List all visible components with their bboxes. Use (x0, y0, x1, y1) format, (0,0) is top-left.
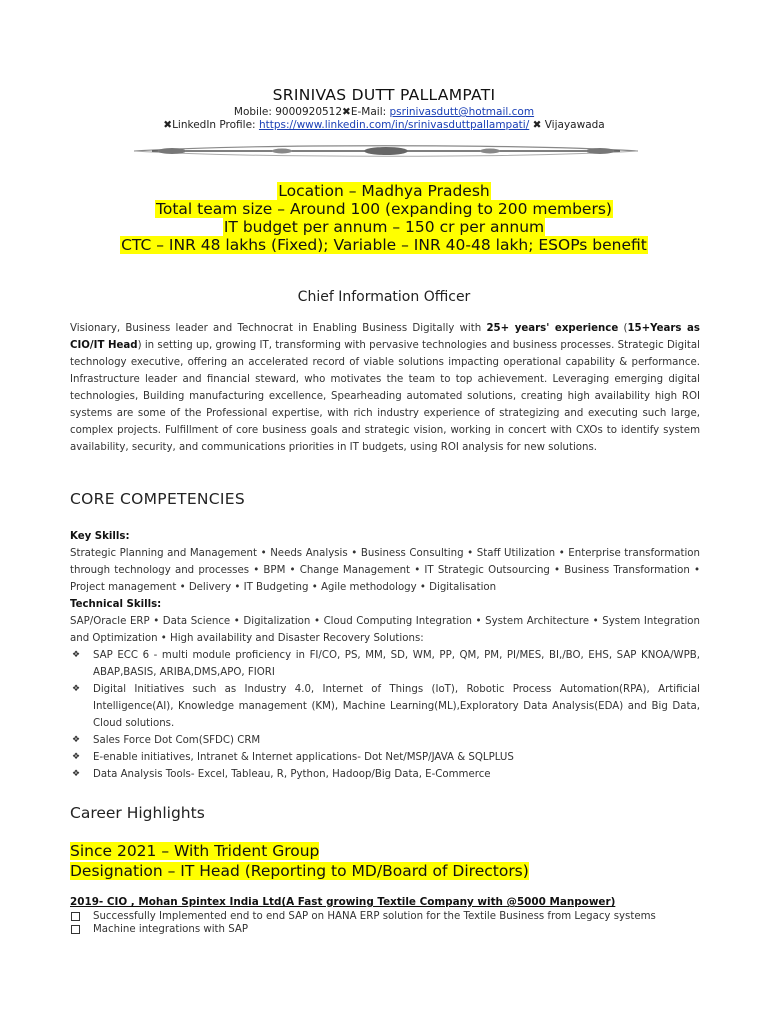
key-skills-text: Strategic Planning and Management • Needs Analysis • Business Consulting • Staff Utilization • Enterprise transformation through technology and processes • BPM • Change Management • IT Strategic Outsourcing • Business Transformation • Project management • Delivery • IT Budgeting • Agile methodology • Digitalisation (70, 548, 700, 593)
city: Vijayawada (544, 119, 605, 131)
mobile-number: 9000920512 (275, 106, 343, 118)
email-label: E-Mail: (350, 106, 390, 118)
role-title: Chief Information Officer (297, 289, 471, 305)
current-role-highlight (70, 841, 529, 881)
key-skills-label: Key Skills: (70, 531, 130, 542)
summary-emphasis: 25+ years' experience (486, 323, 619, 334)
list-item: ❖ E-enable initiatives, Intranet & Internet applications- Dot Net/MSP/JAVA & SQLPLUS (70, 749, 700, 766)
linkedin-link[interactable]: https://www.linkedin.com/in/srinivasduttpallampati/ (258, 119, 530, 131)
contact-line-2 (0, 119, 768, 131)
list-item: ❖ Data Analysis Tools- Excel, Tableau, R, Python, Hadoop/Big Data, E-Commerce (70, 766, 700, 783)
email-link[interactable]: psrinivasdutt@hotmail.com (389, 106, 535, 118)
bullet-star-icon: ✖ (532, 119, 542, 131)
contact-line-1 (0, 106, 768, 118)
list-item: ❖ Digital Initiatives such as Industry 4.0, Internet of Things (IoT), Robotic Process Automation(RPA), Artificial Intelligence(AI), Knowledge management (KM), Machine Learning(ML),Exploratory Data Analysis(EDA) and Big Data, Cloud solutions. (70, 681, 700, 732)
summary-emphasis: 15+Years as CIO/IT Head (70, 323, 700, 351)
linkedin-label: LinkedIn Profile: (172, 119, 259, 131)
list-item: Machine integrations with SAP (70, 923, 710, 936)
skills-section (70, 528, 700, 783)
diamond-bullet-icon: ❖ (72, 650, 81, 660)
location-highlight: Location – Madhya Pradesh (278, 182, 490, 200)
job-title: 2019- CIO , Mohan Spintex India Ltd(A Fast growing Textile Company with @5000 Manpower) (70, 896, 616, 908)
since-line: Since 2021 – With Trident Group (70, 842, 320, 860)
list-item: Successfully Implemented end to end SAP on HANA ERP solution for the Textile Business from Legacy systems (70, 910, 710, 923)
core-competencies-heading: CORE COMPETENCIES (70, 490, 246, 508)
summary-text: Visionary, Business leader and Technocrat in Enabling Business Digitally with (70, 323, 487, 334)
list-item: ❖ SAP ECC 6 - multi module proficiency in FI/CO, PS, MM, SD, WM, PP, QM, PM, PI/MES, BI,/BO, EHS, SAP KNOA/WPB, ABAP,BASIS, ARIBA,DMS,APO, FIORI (70, 647, 700, 681)
candidate-name: SRINIVAS DUTT PALLAMPATI (272, 86, 496, 104)
budget-highlight: IT budget per annum – 150 cr per annum (223, 218, 545, 236)
technical-skills-text: SAP/Oracle ERP • Data Science • Digitalization • Cloud Computing Integration • System Architecture • System Integration and Optimization • High availability and Disaster Recovery Solutions: (70, 616, 700, 644)
bullet-star-icon: ✖ (342, 106, 351, 118)
technical-skills-label: Technical Skills: (70, 599, 162, 610)
list-item: ❖ Sales Force Dot Com(SFDC) CRM (70, 732, 700, 749)
diamond-bullet-icon: ❖ (72, 684, 81, 694)
mobile-label: Mobile: (233, 106, 276, 118)
profile-summary (70, 320, 700, 456)
checkbox-bullet-icon (71, 912, 80, 921)
diamond-bullet-icon: ❖ (72, 735, 81, 745)
summary-text: ( (618, 323, 628, 334)
designation-line: Designation – IT Head (Reporting to MD/Board of Directors) (70, 862, 529, 880)
career-highlights-heading: Career Highlights (70, 804, 205, 822)
job-points (70, 910, 710, 936)
ornamental-divider (132, 140, 640, 160)
technical-bullets (70, 647, 700, 783)
team-size-highlight: Total team size – Around 100 (expanding to 200 members) (156, 200, 612, 218)
job-requirements-highlight (0, 182, 768, 254)
ctc-highlight: CTC – INR 48 lakhs (Fixed); Variable – INR 40-48 lakh; ESOPs benefit (121, 236, 647, 254)
bullet-star-icon: ✖ (163, 119, 173, 131)
diamond-bullet-icon: ❖ (72, 752, 81, 762)
summary-text: ) in setting up, growing IT, transforming with pervasive technologies and business processes. Strategic Digital technology executive, offering an accelerated record of viable solutions impacting operational capability & performance. Infrastructure leader and financial steward, who motivates the team to top achievement. Leveraging emerging digital technologies, Building manufacturing excellence, Spearheading automated solutions, creating high availability high ROI systems are some of the Professional expertise, with rich industry experience of strategizing and executing such large, complex projects. Fulfillment of core business goals and strategic vision, working in concert with CXOs to identify system availability, security, and communications priorities in IT budgets, using ROI analysis for new solutions. (70, 340, 700, 453)
checkbox-bullet-icon (71, 925, 80, 934)
diamond-bullet-icon: ❖ (72, 769, 81, 779)
